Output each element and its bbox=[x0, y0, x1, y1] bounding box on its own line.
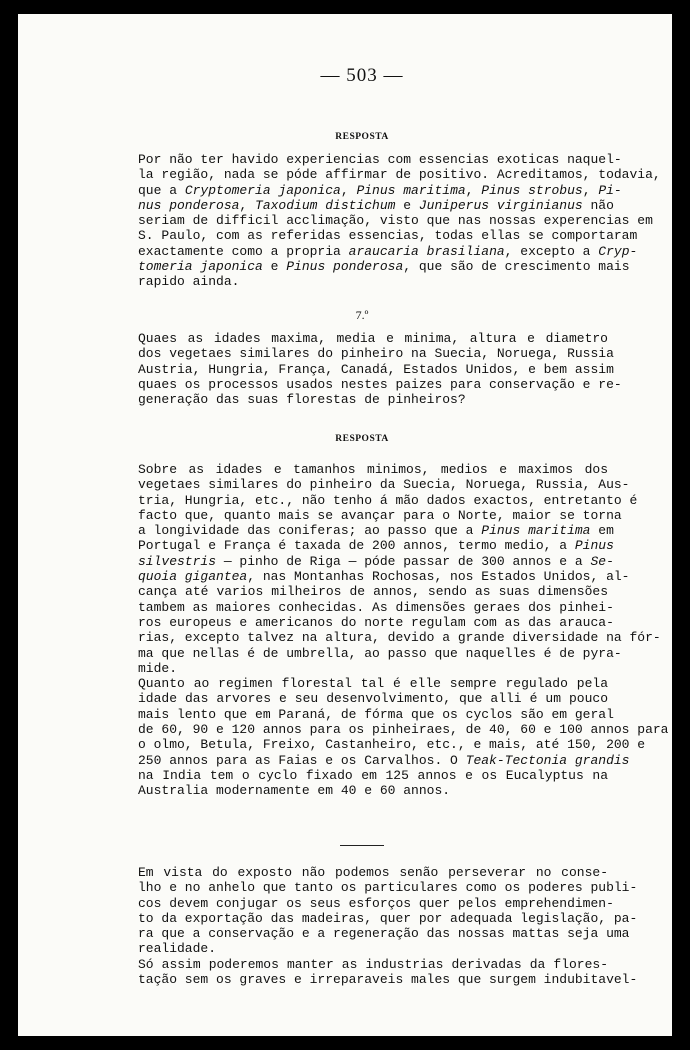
text-line: Sobre as idades e tamanhos minimos, medios e maximos dos bbox=[138, 462, 608, 477]
section1-answer bbox=[116, 152, 661, 290]
scientific-name: tomeria japonica bbox=[138, 259, 263, 275]
text-line: Australia modernamente em 40 e 60 annos. bbox=[138, 783, 451, 799]
text-line: 250 annos para as Faias e os Carvalhos. O Teak-Tectonia grandis bbox=[138, 752, 630, 768]
question7-paragraph bbox=[116, 331, 622, 408]
text-line: o olmo, Betula, Freixo, Castanheiro, etc., e mais, até 150, 200 e bbox=[138, 737, 646, 753]
text-line: dos vegetaes similares do pinheiro na Suecia, Noruega, Russia bbox=[138, 346, 614, 362]
scientific-name: araucaria brasiliana bbox=[348, 243, 505, 259]
text-line: seriam de difficil acclimação, visto que nas nossas experencias em bbox=[138, 213, 653, 229]
section2-paragraph-1 bbox=[116, 462, 661, 676]
scientific-name: Pinus maritima bbox=[356, 182, 466, 198]
page-number: — 503 — bbox=[320, 65, 404, 86]
text-line: tambem as maiores conhecidas. As dimensões geraes dos pinhei- bbox=[138, 599, 614, 615]
text-line: tomeria japonica e Pinus ponderosa, que são de crescimento mais bbox=[138, 259, 630, 275]
text-line: que a Cryptomeria japonica, Pinus maritima, Pinus strobus, Pi- bbox=[138, 182, 622, 198]
scientific-name: Pi- bbox=[598, 182, 622, 198]
text-line: Austria, Hungria, França, Canadá, Estados Unidos, e bem assim bbox=[138, 361, 614, 377]
text-line: silvestris — pinho de Riga — póde passar de 300 annos e a Se- bbox=[138, 553, 614, 569]
scientific-name: nus ponderosa bbox=[138, 197, 240, 213]
question-number: 7.º bbox=[355, 308, 369, 322]
scientific-name: Teak-Tectonia grandis bbox=[465, 752, 630, 768]
text-line: generação das suas florestas de pinheiros? bbox=[138, 392, 466, 408]
text-line: Quaes as idades maxima, media e minima, altura e diametro bbox=[138, 331, 608, 346]
text-line: ma que nellas é de umbrella, ao passo que naquelles é de pyra- bbox=[138, 645, 622, 661]
text-line: cança até varios milheiros de annos, sendo as suas dimensões bbox=[138, 584, 608, 600]
scientific-name: silvestris bbox=[138, 553, 217, 569]
text-line: tria, Hungria, etc., não tenho á mão dados exactos, entretanto é bbox=[138, 492, 638, 508]
scientific-name: quoia gigantea bbox=[138, 569, 248, 585]
text-line: na India tem o cyclo fixado em 125 annos e os Eucalyptus na bbox=[138, 767, 608, 783]
text-line: exactamente como a propria araucaria brasiliana, excepto a Cryp- bbox=[138, 243, 638, 259]
section1-paragraph bbox=[116, 152, 661, 290]
section2-answer bbox=[116, 462, 669, 799]
text-line: de 60, 90 e 120 annos para os pinheiraes, de 40, 60 e 100 annos para bbox=[138, 722, 669, 738]
scientific-name: Pinus ponderosa bbox=[286, 259, 404, 275]
section2-heading: RESPOSTA bbox=[335, 434, 389, 444]
scientific-name: Cryptomeria japonica bbox=[184, 182, 341, 198]
text-line: ros europeus e americanos do norte regulam com as das arauca- bbox=[138, 614, 614, 630]
scientific-name: Juniperus virginianus bbox=[418, 197, 583, 213]
section1-heading: RESPOSTA bbox=[335, 132, 389, 142]
text-line: vegetaes similares do pinheiro da Suecia, Noruega, Russia, Aus- bbox=[138, 477, 630, 493]
text-line: Portugal e França é taxada de 200 annos, termo medio, a Pinus bbox=[138, 538, 614, 554]
text-line: tação sem os graves e irreparaveis males que surgem indubitavel- bbox=[138, 972, 638, 988]
text-line: to da exportação das madeiras, quer por adequada legislação, pa- bbox=[138, 910, 638, 926]
text-line: quoia gigantea, nas Montanhas Rochosas, nos Estados Unidos, al- bbox=[138, 569, 630, 585]
scientific-name: Cryp- bbox=[598, 243, 638, 259]
text-line: la região, nada se póde affirmar de positivo. Acreditamos, todavia, bbox=[138, 167, 661, 183]
document-page bbox=[18, 14, 672, 1036]
text-line: realidade. bbox=[138, 941, 217, 957]
conclusion-paragraph-1 bbox=[116, 865, 638, 957]
text-line: Só assim poderemos manter as industrias derivadas da flores- bbox=[138, 956, 608, 972]
conclusion-paragraph-2 bbox=[116, 956, 638, 988]
text-line: lho e no anhelo que tanto os particulares como os poderes publi- bbox=[138, 880, 638, 896]
text-line: Em vista do exposto não podemos senão perseverar no conse- bbox=[138, 865, 608, 880]
text-line: cos devem conjugar os seus esforços quer pelos emprehendimen- bbox=[138, 895, 614, 911]
scientific-name: Pinus strobus bbox=[481, 182, 583, 198]
text-line: mais lento que em Paraná, de fórma que os cyclos são em geral bbox=[138, 706, 614, 722]
section-divider bbox=[340, 845, 384, 846]
text-line: a longividade das coniferas; ao passo que a Pinus maritima em bbox=[138, 523, 614, 539]
text-line: mide. bbox=[138, 660, 178, 676]
text-line: facto que, quanto mais se avançar para o Norte, maior se torna bbox=[138, 507, 622, 523]
text-line: quaes os processos usados nestes paizes para conservação e re- bbox=[138, 376, 622, 392]
text-line: Quanto ao regimen florestal tal é elle sempre regulado pela bbox=[138, 676, 608, 692]
text-line: idade das arvores e seu desenvolvimento, que alli é um pouco bbox=[138, 691, 608, 707]
scientific-name: Pinus bbox=[574, 538, 614, 554]
text-line: Por não ter havido experiencias com essencias exoticas naquel- bbox=[138, 152, 622, 167]
text-line: ra que a conservação e a regeneração das nossas mattas seja uma bbox=[138, 926, 630, 942]
text-line: nus ponderosa, Taxodium distichum e Juniperus virginianus não bbox=[138, 197, 614, 213]
question7 bbox=[116, 331, 622, 408]
section2-paragraph-2 bbox=[116, 676, 669, 799]
scientific-name: Se- bbox=[590, 553, 614, 569]
text-line: S. Paulo, com as referidas essencias, todas ellas se comportaram bbox=[138, 228, 638, 244]
text-line: rapido ainda. bbox=[138, 274, 240, 290]
scientific-name: Pinus maritima bbox=[481, 523, 591, 539]
text-line: rias, excepto talvez na altura, devido a grande diversidade na fór- bbox=[138, 630, 661, 646]
conclusion bbox=[116, 865, 638, 988]
scientific-name: Taxodium distichum bbox=[255, 197, 396, 213]
